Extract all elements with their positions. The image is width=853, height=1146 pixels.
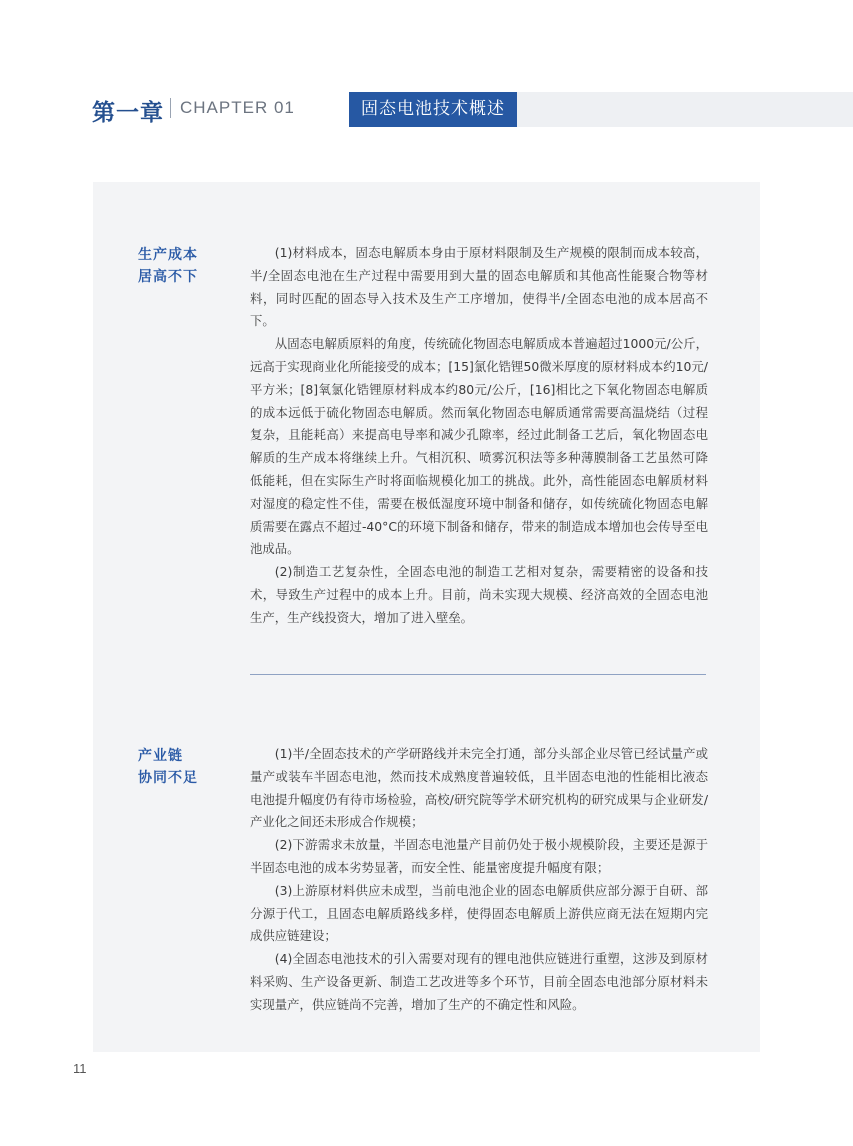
section-body-cost bbox=[250, 242, 708, 630]
paragraph: (2)制造工艺复杂性，全固态电池的制造工艺相对复杂，需要精密的设备和技术，导致生产过程中的成本上升。目前，尚未实现大规模、经济高效的全固态电池生产，生产线投资大，增加了进入壁垒。 bbox=[250, 564, 708, 625]
section-body-chain bbox=[250, 743, 708, 1017]
chapter-title: 固态电池技术概述 bbox=[349, 92, 517, 127]
section-label-line: 协同不足 bbox=[138, 770, 198, 786]
paragraph: (1)材料成本，固态电解质本身由于原材料限制及生产规模的限制而成本较高，半/全固态电池在生产过程中需要用到大量的固态电解质和其他高性能聚合物等材料，同时匹配的固态导入技术及生产工序增加，使得半/全固态电池的成本居高不下。 bbox=[250, 245, 708, 329]
chapter-header bbox=[0, 88, 853, 128]
paragraph: (3)上游原材料供应未成型，当前电池企业的固态电解质供应部分源于自研、部分源于代工，且固态电解质路线多样，使得固态电解质上游供应商无法在短期内完成供应链建设； bbox=[250, 882, 708, 944]
paragraph: (1)半/全固态技术的产学研路线并未完全打通，部分头部企业尽管已经试量产或量产或装车半固态电池，然而技术成熟度普遍较低，且半固态电池的性能相比液态电池提升幅度仍有待市场检验，高校/研究院等学术研究机构的研究成果与企业研发/产业化之间还未形成合作规模； bbox=[250, 746, 708, 830]
section-label-chain bbox=[138, 745, 198, 789]
section-label-cost bbox=[138, 244, 198, 288]
section-divider bbox=[250, 674, 706, 675]
page-number: 11 bbox=[73, 1061, 87, 1076]
paragraph: 从固态电解质原料的角度，传统硫化物固态电解质成本普遍超过1000元/公斤，远高于实现商业化所能接受的成本；[15]氯化锆锂50微米厚度的原材料成本约10元/平方米；[8]氧氯化锆锂原材料成本约80元/公斤，[16]相比之下氧化物固态电解质的成本远低于硫化物固态电解质。然而氧化物固态电解质通常需要高温烧结（过程复杂，且能耗高）来提高电导率和减少孔隙率，经过此制备工艺后，氧化物固态电解质的生产成本将继续上升。气相沉积、喷雾沉积法等多种薄膜制备工艺虽然可降低能耗，但在实际生产时将面临规模化加工的挑战。此外，高性能固态电解质材料对湿度的稳定性不佳，需要在极低湿度环境中制备和储存，如传统硫化物固态电解质需要在露点不超过-40°C的环境下制备和储存，带来的制造成本增加也会传导至电池成品。 bbox=[250, 336, 708, 557]
chapter-separator bbox=[170, 98, 171, 118]
section-label-line: 居高不下 bbox=[138, 269, 198, 285]
chapter-number-cn: 第一章 bbox=[92, 100, 164, 126]
title-bar-extension bbox=[517, 92, 853, 127]
section-label-line: 生产成本 bbox=[138, 247, 198, 263]
section-label-line: 产业链 bbox=[138, 748, 183, 764]
paragraph: (4)全固态电池技术的引入需要对现有的锂电池供应链进行重塑，这涉及到原材料采购、生产设备更新、制造工艺改进等多个环节，目前全固态电池部分原材料未实现量产，供应链尚不完善，增加了生产的不确定性和风险。 bbox=[250, 951, 708, 1012]
chapter-number-en: CHAPTER 01 bbox=[180, 98, 295, 117]
paragraph: (2)下游需求未放量，半固态电池量产目前仍处于极小规模阶段，主要还是源于半固态电池的成本劣势显著，而安全性、能量密度提升幅度有限； bbox=[250, 837, 708, 875]
